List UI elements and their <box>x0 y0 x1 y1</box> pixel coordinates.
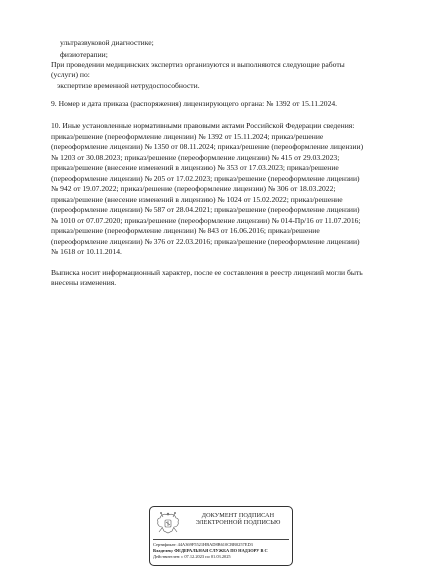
stamp-title-line1: ДОКУМЕНТ ПОДПИСАН <box>201 512 275 519</box>
stamp-certificate: Сертификат: 44A369F5521HBAD8B610CBB0257ED3 <box>153 542 253 547</box>
list-item-ultrasound: ультразвуковой диагностике; <box>60 38 154 47</box>
other-info-line: (переоформление лицензии) № 1350 от 08.11.2024; приказ/решение (переоформление лицензии) <box>51 142 364 151</box>
expertise-intro-line2: (услуги) по: <box>51 70 90 79</box>
other-info-line: приказ/решение (внесение изменений в лицензию) № 353 от 17.03.2023; приказ/решение <box>51 163 339 172</box>
electronic-signature-stamp <box>149 506 293 566</box>
coat-of-arms-icon <box>154 511 182 537</box>
other-info-line: приказ/решение (внесение изменений в лицензию) № 1024 от 15.02.2022; приказ/решение <box>51 195 343 204</box>
stamp-validity: Действителен: с 07.12.2023 по 01.03.2025 <box>153 554 231 559</box>
other-info-line: приказ/решение (переоформление лицензии) № 1392 от 15.11.2024; приказ/решение <box>51 132 324 141</box>
other-info-line: № 1010 от 07.07.2020; приказ/решение (переоформление лицензии) № 014-Пр/16 от 11.07.2016; <box>51 216 361 225</box>
stamp-owner: Владелец: ФЕДЕРАЛЬНАЯ СЛУЖБА ПО НАДЗОРУ В С <box>153 548 268 553</box>
other-info-line: (переоформление лицензии) № 376 от 22.03.2016; приказ/решение (переоформление лицензии) <box>51 237 360 246</box>
other-info-line: № 1203 от 30.08.2023; приказ/решение (переоформление лицензии) № 415 от 29.03.2023; <box>51 153 340 162</box>
other-info-line: приказ/решение (переоформление лицензии) № 843 от 16.06.2016; приказ/решение <box>51 226 320 235</box>
disclaimer-line2: внесены изменения. <box>51 278 117 287</box>
stamp-title <box>186 512 290 527</box>
other-info-line: № 1618 от 10.11.2014. <box>51 247 122 256</box>
stamp-divider <box>153 539 289 540</box>
order-number-paragraph: 9. Номер и дата приказа (распоряжения) лицензирующего органа: № 1392 от 15.11.2024. <box>51 99 338 108</box>
list-item-physiotherapy: физиотерапии; <box>60 50 108 59</box>
other-info-line: (переоформление лицензии) № 587 от 28.04.2021; приказ/решение (переоформление лицензии) <box>51 205 360 214</box>
disclaimer-line1: Выписка носит информационный характер, после ее составления в реестр лицензий могли быть <box>51 268 363 277</box>
other-info-line: № 942 от 19.07.2022; приказ/решение (переоформление лицензии) № 306 от 18.03.2022; <box>51 184 336 193</box>
expertise-intro-line1: При проведении медицинских экспертиз организуются и выполняются следующие работы <box>51 60 345 69</box>
list-item-expertise: экспертизе временной нетрудоспособности. <box>57 81 200 90</box>
other-info-line: (переоформление лицензии) № 205 от 17.02.2023; приказ/решение (переоформление лицензии) <box>51 174 360 183</box>
stamp-title-line2: ЭЛЕКТРОННОЙ ПОДПИСЬЮ <box>195 519 281 527</box>
other-info-heading: 10. Иные установленные нормативными правовыми актами Российской Федерации сведения: <box>51 121 355 130</box>
